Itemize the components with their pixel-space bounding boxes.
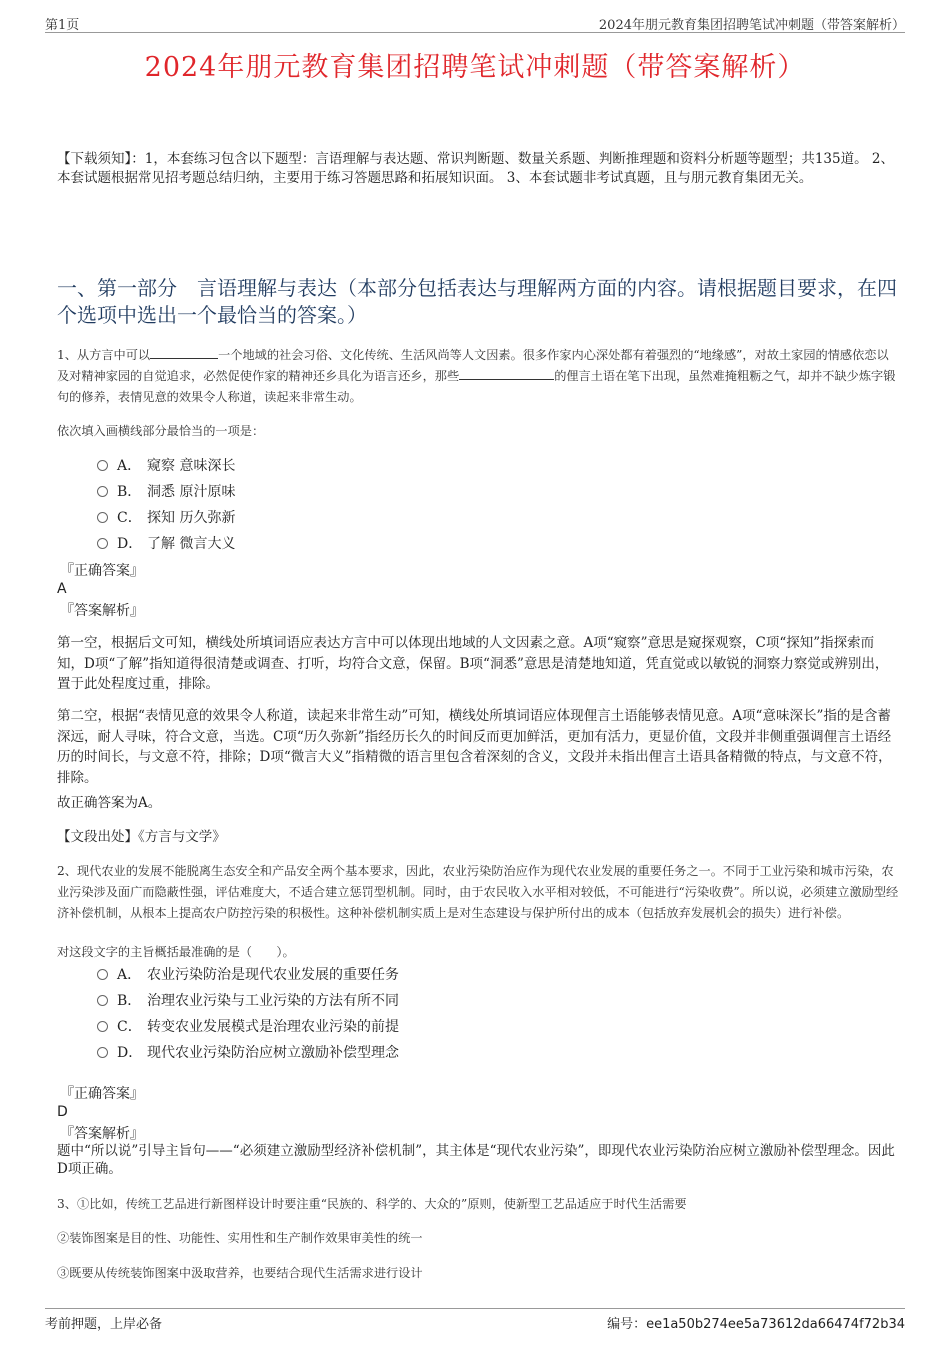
q1-option-b[interactable] bbox=[97, 482, 235, 502]
option-text: 农业污染防治是现代农业发展的重要任务 bbox=[147, 967, 399, 983]
q2-analysis: 题中“所以说”引导主旨句——“必须建立激励型经济补偿机制”，其主体是“现代农业污染”，即现代农业污染防治应树立激励补偿型理念。因此D项正确。 bbox=[57, 1143, 895, 1177]
header-divider bbox=[45, 32, 905, 33]
question-3-line-1: 3、①比如，传统工艺品进行新图样设计时要注重“民族的、科学的、大众的”原则，使新型工艺品适应于时代生活需要 bbox=[57, 1197, 687, 1211]
footer-divider bbox=[45, 1308, 905, 1309]
q1-analysis-paragraph-1: 第一空，根据后文可知，横线处所填词语应表达方言中可以体现出地域的人文因素之意。A项“窥察”意思是窥探观察，C项“探知”指探索而知，D项“了解”指知道得很清楚或调查、打听，均符合文意，保留。B项“洞悉”意思是清楚地知道，凭直觉或以敏锐的洞察力察觉或辨别出，置于此处程度过重，排除。 bbox=[57, 635, 889, 692]
blank-2 bbox=[459, 368, 554, 380]
q1-option-d[interactable] bbox=[97, 534, 235, 554]
option-text: 治理农业污染与工业污染的方法有所不同 bbox=[147, 993, 399, 1009]
code-label: 编号： bbox=[607, 1317, 647, 1332]
document-code bbox=[607, 1313, 905, 1332]
q1-analysis-label: 『答案解析』 bbox=[60, 603, 144, 619]
option-text: 洞悉 原汁原味 bbox=[147, 484, 236, 500]
radio-icon[interactable] bbox=[97, 486, 108, 497]
q1-correct-answer: A bbox=[57, 581, 67, 597]
q2-option-a[interactable] bbox=[97, 965, 399, 985]
running-title: 2024年朋元教育集团招聘笔试冲刺题（带答案解析） bbox=[598, 18, 905, 33]
blank-1 bbox=[150, 347, 218, 359]
q2-correct-answer: D bbox=[57, 1104, 68, 1120]
question-1-prompt: 依次填入画横线部分最恰当的一项是： bbox=[57, 424, 265, 438]
option-letter: B． bbox=[117, 484, 142, 500]
option-letter: D． bbox=[117, 536, 143, 552]
q1-conclusion: 故正确答案为A。 bbox=[57, 795, 162, 811]
q1-option-c[interactable] bbox=[97, 508, 235, 528]
q2-option-c[interactable] bbox=[97, 1017, 399, 1037]
radio-icon[interactable] bbox=[97, 538, 108, 549]
radio-icon[interactable] bbox=[97, 1047, 108, 1058]
footer-slogan: 考前押题，上岸必备 bbox=[45, 1317, 163, 1332]
radio-icon[interactable] bbox=[97, 969, 108, 980]
option-letter: B． bbox=[117, 993, 142, 1009]
question-2-stem: 2、现代农业的发展不能脱离生态安全和产品安全两个基本要求，因此，农业污染防治应作为现代农业发展的重要任务之一。不同于工业污染和城市污染，农业污染涉及面广而隐蔽性强，评估难度大，不适合建立惩罚型机制。同时，由于农民收入水平相对较低，不可能进行“污染收费”。所以说，必须建立激励型经济补偿机制，从根本上提高农户防控污染的积极性。这种补偿机制实质上是对生态建设与保护所付出的成本（包括放弃发展机会的损失）进行补偿。 bbox=[57, 864, 899, 920]
q1-text-part1: 1、从方言中可以 bbox=[57, 348, 151, 362]
q2-option-b[interactable] bbox=[97, 991, 399, 1011]
q1-source: 【文段出处】《方言与文学》 bbox=[57, 829, 226, 845]
page-number: 第1页 bbox=[45, 18, 80, 33]
radio-icon[interactable] bbox=[97, 995, 108, 1006]
question-1-stem bbox=[57, 345, 899, 408]
option-text: 现代农业污染防治应树立激励补偿型理念 bbox=[147, 1045, 399, 1061]
question-2-prompt: 对这段文字的主旨概括最准确的是（ ）。 bbox=[57, 945, 295, 959]
option-text: 了解 微言大义 bbox=[147, 536, 236, 552]
question-3-line-3: ③既要从传统装饰图案中汲取营养，也要结合现代生活需求进行设计 bbox=[57, 1266, 423, 1280]
radio-icon[interactable] bbox=[97, 512, 108, 523]
q2-analysis-label: 『答案解析』 bbox=[60, 1126, 144, 1142]
section-heading: 一、第一部分 言语理解与表达（本部分包括表达与理解两方面的内容。请根据题目要求，在四个选项中选出一个最恰当的答案。） bbox=[57, 276, 897, 327]
q2-correct-answer-label: 『正确答案』 bbox=[60, 1086, 144, 1102]
option-text: 窥察 意味深长 bbox=[147, 458, 236, 474]
document-title: 2024年朋元教育集团招聘笔试冲刺题（带答案解析） bbox=[144, 52, 806, 83]
option-text: 转变农业发展模式是治理农业污染的前提 bbox=[147, 1019, 399, 1035]
download-notice: 【下载须知】：1，本套练习包含以下题型：言语理解与表达题、常识判断题、数量关系题、判断推理题和资料分析题等题型；共135道。 2、本套试题根据常见招考题总结归纳，主要用于练习答题思路和拓展知识面。 3、本套试题非考试真题，且与朋元教育集团无关。 bbox=[57, 151, 894, 186]
q2-option-d[interactable] bbox=[97, 1043, 399, 1063]
option-letter: C． bbox=[117, 510, 142, 526]
option-letter: A． bbox=[117, 967, 142, 983]
q1-text-part2: 一个地域的社会习俗、文化传统、生活风尚等人文因素。很多作家内心深处都有着强烈的“地缘感”，对故土家园的情感依恋以及对精神家园的自觉追求，必然促使作家的精神还乡具化为语言还乡，那些 bbox=[57, 348, 889, 383]
option-text: 探知 历久弥新 bbox=[147, 510, 236, 526]
radio-icon[interactable] bbox=[97, 1021, 108, 1032]
q1-option-a[interactable] bbox=[97, 456, 235, 476]
option-letter: A． bbox=[117, 458, 142, 474]
q1-analysis-paragraph-2: 第二空，根据“表情见意的效果令人称道，读起来非常生动”可知，横线处所填词语应体现俚言土语能够表情见意。A项“意味深长”指的是含蓄深远，耐人寻味，符合文意，当选。C项“历久弥新”指经历长久的时间反而更加鲜活，更加有活力，更显价值，文段并非侧重强调俚言土语经历的时间长，与文意不符，排除；D项“微言大义”指精微的语言里包含着深刻的含义，文段并未指出俚言土语具备精微的特点，与文意不符，排除。 bbox=[57, 708, 892, 786]
q1-correct-answer-label: 『正确答案』 bbox=[60, 563, 144, 579]
radio-icon[interactable] bbox=[97, 460, 108, 471]
code-value: ee1a50b274ee5a73612da66474f72b34 bbox=[646, 1317, 905, 1332]
question-3-line-2: ②装饰图案是目的性、功能性、实用性和生产制作效果审美性的统一 bbox=[57, 1231, 423, 1245]
q1-text-part3: 的俚言土语在笔下出现，虽然难掩粗粝之气，却并不缺少炼字锻句的修养，表情见意的效果令人称道，读起来非常生动。 bbox=[57, 369, 896, 404]
option-letter: C． bbox=[117, 1019, 142, 1035]
option-letter: D． bbox=[117, 1045, 143, 1061]
